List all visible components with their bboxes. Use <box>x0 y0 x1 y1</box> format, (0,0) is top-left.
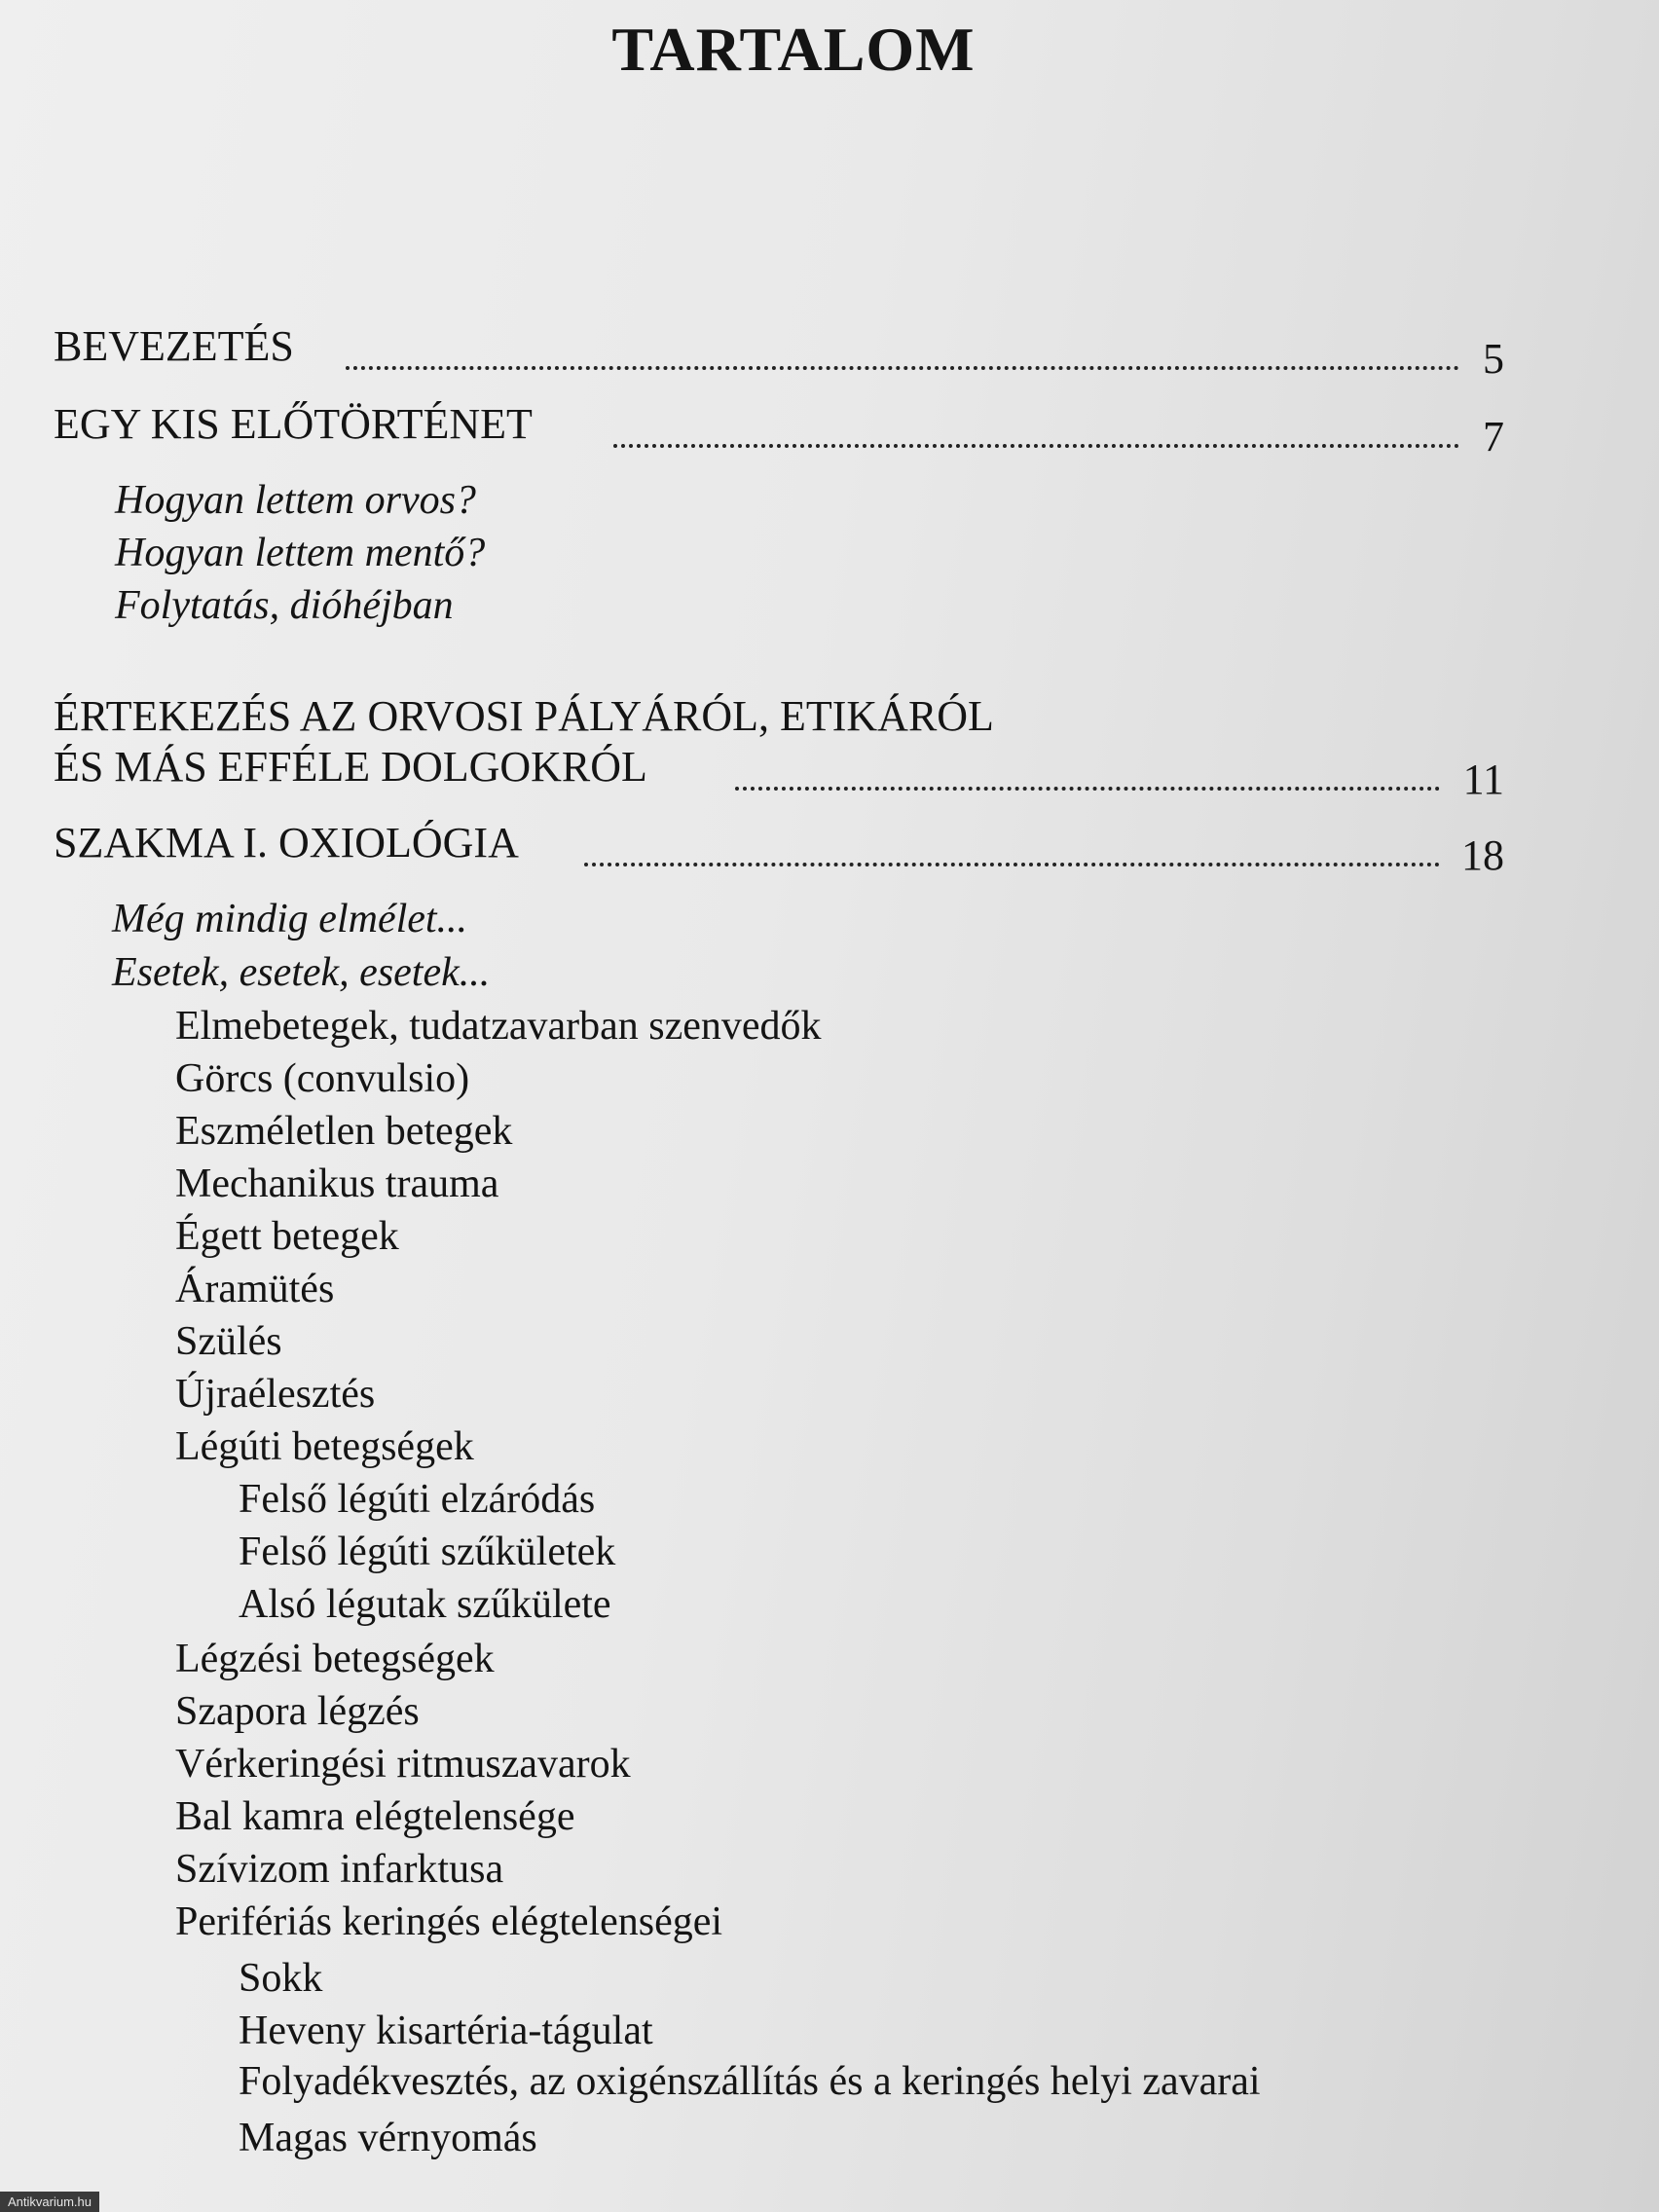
dot-leader <box>613 444 1459 448</box>
toc-item[interactable]: Szívizom infarktusa <box>175 1847 504 1892</box>
toc-subentry[interactable]: Hogyan lettem mentő? <box>115 531 486 575</box>
toc-item[interactable]: Légzési betegségek <box>175 1637 495 1681</box>
dot-leader <box>584 863 1440 866</box>
toc-entry-bevezetes[interactable] <box>54 321 1504 383</box>
dot-leader <box>346 366 1459 370</box>
toc-entry-ertekezes-line1[interactable]: ÉRTEKEZÉS AZ ORVOSI PÁLYÁRÓL, ETIKÁRÓL <box>54 692 994 740</box>
toc-page-number: 18 <box>1461 831 1504 879</box>
toc-item[interactable]: Újraélesztés <box>175 1372 376 1417</box>
toc-entry-elotortenet[interactable] <box>54 399 1504 461</box>
toc-item[interactable]: Elmebetegek, tudatzavarban szenvedők <box>175 1004 822 1049</box>
toc-subentry[interactable]: Hogyan lettem orvos? <box>115 478 476 523</box>
toc-item[interactable]: Eszméletlen betegek <box>175 1109 513 1154</box>
toc-subitem[interactable]: Sokk <box>239 1956 323 2001</box>
toc-item[interactable]: Mechanikus trauma <box>175 1161 499 1206</box>
toc-page-number: 7 <box>1483 413 1504 461</box>
toc-entry-label: ÉS MÁS EFFÉLE DOLGOKRÓL <box>54 743 647 791</box>
toc-item[interactable]: Szapora légzés <box>175 1689 420 1734</box>
toc-subentry[interactable]: Esetek, esetek, esetek... <box>112 950 491 995</box>
page-title: TARTALOM <box>611 15 976 84</box>
toc-item[interactable]: Légúti betegségek <box>175 1424 474 1469</box>
toc-subitem[interactable]: Felső légúti szűkületek <box>239 1530 616 1574</box>
toc-item[interactable]: Áramütés <box>175 1267 335 1311</box>
toc-item[interactable]: Perifériás keringés elégtelenségei <box>175 1899 723 1944</box>
toc-entry-label: BEVEZETÉS <box>54 322 294 370</box>
toc-subitem[interactable]: Alsó légutak szűkülete <box>239 1582 611 1627</box>
toc-subitem[interactable]: Felső légúti elzáródás <box>239 1477 596 1522</box>
toc-item[interactable]: Bal kamra elégtelensége <box>175 1794 575 1839</box>
dot-leader <box>735 787 1440 791</box>
toc-subitem[interactable]: Heveny kisartéria-tágulat <box>239 2009 653 2053</box>
toc-item[interactable]: Görcs (convulsio) <box>175 1056 470 1101</box>
watermark: Antikvarium.hu <box>0 2192 99 2212</box>
toc-item[interactable]: Szülés <box>175 1319 282 1364</box>
toc-subentry[interactable]: Folytatás, dióhéjban <box>115 583 454 628</box>
toc-entry-szakma1[interactable] <box>54 818 1504 879</box>
toc-entry-ertekezes[interactable] <box>54 742 1504 803</box>
toc-subitem[interactable]: Magas vérnyomás <box>239 2116 537 2160</box>
toc-subitem[interactable]: Folyadékvesztés, az oxigénszállítás és a keringés helyi zavarai <box>239 2059 1261 2104</box>
toc-item[interactable]: Vérkeringési ritmuszavarok <box>175 1742 631 1787</box>
toc-item[interactable]: Égett betegek <box>175 1214 399 1259</box>
toc-page-number: 5 <box>1483 335 1504 383</box>
toc-page-number: 11 <box>1462 756 1504 803</box>
toc-entry-label: EGY KIS ELŐTÖRTÉNET <box>54 400 533 448</box>
toc-entry-label: SZAKMA I. OXIOLÓGIA <box>54 819 519 866</box>
toc-subentry[interactable]: Még mindig elmélet... <box>112 897 468 941</box>
